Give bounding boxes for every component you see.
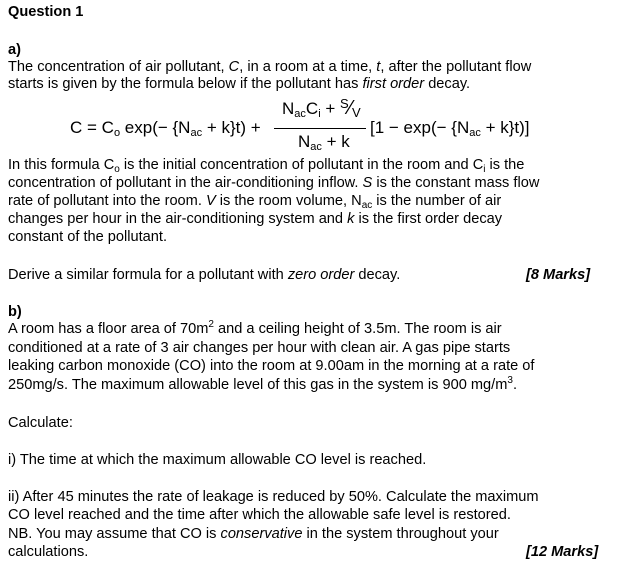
first-order-decay-formula	[0, 92, 619, 158]
part-b-line-4: 250mg/s. The maximum allowable level of this gas in the system is 900 $mg/m^3$.	[8, 375, 517, 393]
nb-line-1: NB. You may assume that CO is conservative in the system throughout your	[8, 526, 499, 542]
part-a-desc-line-2: concentration of pollutant in the air-conditioning inflow. S is the constant mass flow	[8, 175, 540, 191]
calculate-label: Calculate:	[8, 415, 73, 431]
part-b-line-1: A room has a floor area of $70m^2$ and a ceiling height of 3.5m. The room is air	[8, 319, 502, 337]
part-a-desc-line-1: In this formula $C_o$ is the initial concentration of pollutant in the room and $C_i$ is the	[8, 157, 525, 175]
part-a-intro-line-1: The concentration of air pollutant, C, in a room at a time, t, after the pollutant flow	[8, 59, 532, 75]
part-b-item-1: i) The time at which the maximum allowable CO level is reached.	[8, 452, 427, 468]
part-b-label: b)	[8, 304, 22, 320]
part-a-task: Derive a similar formula for a pollutant with zero order decay.	[8, 267, 401, 283]
fraction-bar	[274, 128, 366, 129]
nb-line-2: calculations.	[8, 544, 89, 560]
part-b-line-3: leaking carbon monoxide (CO) into the room at 9.00am in the morning at a rate of	[8, 358, 535, 374]
formula-tail: $[1 - \exp(- \{N_{ac} + k\}t)]$	[370, 118, 530, 139]
part-a-desc-line-3: rate of pollutant into the room. V is the room volume, $N_{ac}$ is the number of air	[8, 193, 502, 211]
part-a-desc-line-5: constant of the pollutant.	[8, 229, 168, 245]
part-a-intro-line-2: starts is given by the formula below if the pollutant has first order decay.	[8, 76, 471, 92]
formula-lhs: $C = C_o$ $\exp(- \{N_{ac} + k\}t)$ +	[70, 118, 261, 139]
part-a-desc-line-4: changes per hour in the air-conditioning system and k is the first order decay	[8, 211, 503, 227]
question-title: Question 1	[8, 4, 84, 20]
formula-numerator: $N_{ac}C_i$ + $^S⁄_V$	[282, 96, 361, 120]
part-b-marks: [12 Marks]	[526, 544, 599, 560]
part-a-marks: [8 Marks]	[526, 267, 591, 283]
formula-denominator: $N_{ac} + k$	[298, 132, 350, 153]
part-b-item-2-line-2: CO level reached and the time after which the allowable safe level is restored.	[8, 507, 511, 523]
part-b-line-2: conditioned at a rate of 3 air changes per hour with clean air. A gas pipe starts	[8, 340, 511, 356]
part-a-label: a)	[8, 42, 21, 58]
part-b-item-2-line-1: ii) After 45 minutes the rate of leakage is reduced by 50%. Calculate the maximum	[8, 489, 539, 505]
